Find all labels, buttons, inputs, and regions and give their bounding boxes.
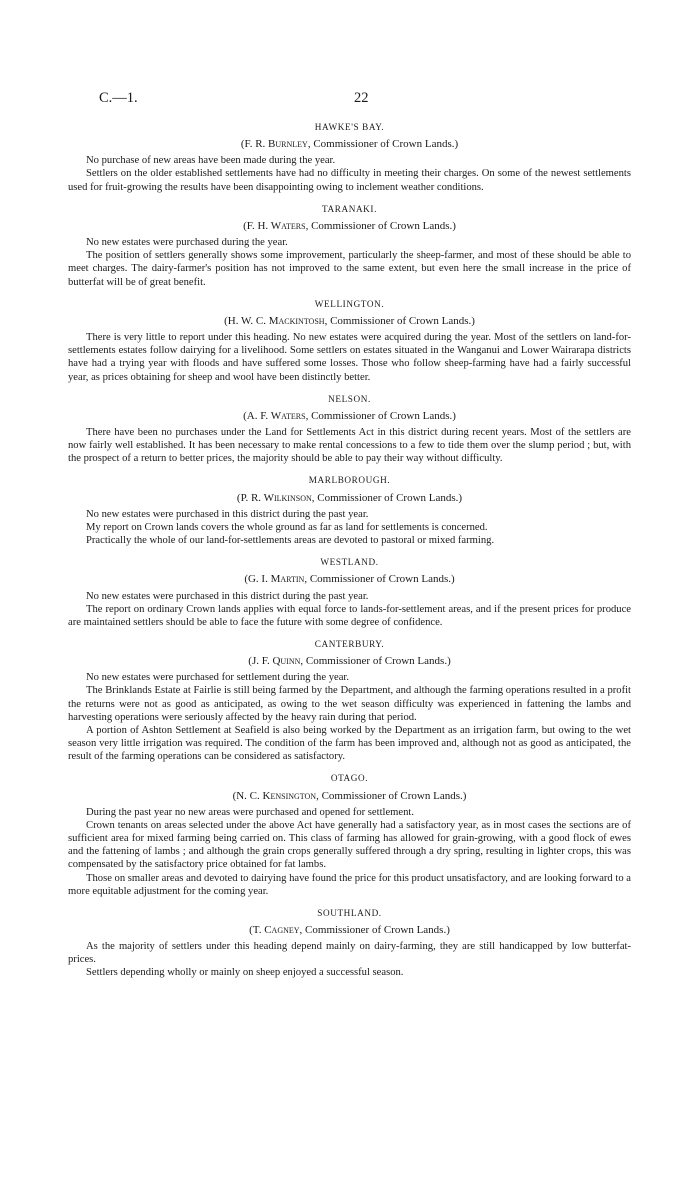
section-marlborough xyxy=(68,474,631,547)
commissioner-name: F. R. Burnley xyxy=(244,138,308,151)
commissioner-title: , Commissioner of Crown Lands.) xyxy=(311,491,463,504)
paragraph: As the majority of settlers under this heading depend mainly on dairy-farming, they are still handicapped by low butterfat-prices. xyxy=(68,941,631,966)
paragraph: No new estates were purchased in this district during the past year. xyxy=(86,590,369,602)
section-wellington xyxy=(68,298,631,384)
district-heading: NELSON. xyxy=(328,393,371,404)
paragraph: My report on Crown lands covers the whole ground as far as land for settlements is concerned. xyxy=(86,521,488,533)
paragraph: No new estates were purchased during the year. xyxy=(86,237,288,249)
commissioner-title: , Commissioner of Crown Lands.) xyxy=(324,314,475,327)
paragraph: During the past year no new areas were purchased and opened for settlement. xyxy=(86,806,414,818)
paragraph: The report on ordinary Crown lands applies with equal force to lands-for-settlement areas, and if the present prices for produce are maintained settlers should be able to face the future with some degree of confidence. xyxy=(68,603,631,628)
commissioner-name: P. R. Wilkinson xyxy=(240,491,312,504)
report-code: C.—1. xyxy=(99,90,138,106)
paragraph: A portion of Ashton Settlement at Seafield is also being worked by the Department as an irrigation farm, but owing to the wet season very little irrigation was required. The condition of the farm has been improved and, although not as good as anticipated, the result of the farming operations can be considered as satisfactory. xyxy=(68,724,631,763)
commissioner-name: J. F. Quinn xyxy=(251,655,301,668)
commissioner-line: (H. W. C. Mackintosh, Commissioner of Crown Lands.) xyxy=(224,314,475,327)
commissioner-line: (F. R. Burnley, Commissioner of Crown Lands.) xyxy=(240,138,459,151)
paragraph: No new estates were purchased for settlement during the year. xyxy=(86,672,349,684)
section-westland xyxy=(68,556,631,629)
commissioner-title: , Commissioner of Crown Lands.) xyxy=(300,655,451,668)
district-heading: WELLINGTON. xyxy=(314,298,385,309)
district-heading: WESTLAND. xyxy=(320,557,379,568)
paragraph: Practically the whole of our land-for-settlements areas are devoted to pastoral or mixed farming. xyxy=(86,535,495,547)
paragraph: Settlers on the older established settlements have had no difficulty in meeting their charges. On some of the newest settlements used for fruit-growing the results have been disappointing owing to inclement weather conditions. xyxy=(68,168,631,193)
commissioner-name: T. Cagney xyxy=(252,923,300,936)
commissioner-line: (P. R. Wilkinson, Commissioner of Crown Lands.) xyxy=(236,491,463,504)
paragraph: Settlers depending wholly or mainly on sheep enjoyed a successful season. xyxy=(86,967,404,979)
section-canterbury xyxy=(68,638,631,763)
commissioner-title: , Commissioner of Crown Lands.) xyxy=(304,573,455,586)
commissioner-name: H. W. C. Mackintosh xyxy=(227,314,325,327)
district-heading: MARLBOROUGH. xyxy=(308,475,391,486)
commissioner-line: (G. I. Martin, Commissioner of Crown Lands.) xyxy=(244,573,455,586)
paragraph: The position of settlers generally shows some improvement, particularly the sheep-farmer, and most of these should be able to meet charges. The dairy-farmer's position has not improved to the same extent, but even here the small increase in the price of butterfat will be of great benefit. xyxy=(68,250,631,288)
paragraph: No new estates were purchased in this district during the past year. xyxy=(86,508,369,520)
commissioner-title: , Commissioner of Crown Lands.) xyxy=(299,923,450,936)
commissioner-name: A. F. Waters xyxy=(246,409,306,422)
section-taranaki xyxy=(68,203,631,289)
page-number: 22 xyxy=(354,90,369,106)
commissioner-title: , Commissioner of Crown Lands.) xyxy=(316,789,467,802)
paragraph: The Brinklands Estate at Fairlie is still being farmed by the Department, and although the farming operations resulted in a profit the returns were not as good as anticipated, as owing to the wet season difficulty was experienced in fattening the lambs and harvesting operations were seriously affected by the heavy rain during that period. xyxy=(68,685,631,723)
section-hawkes-bay xyxy=(68,121,631,194)
paragraph: There is very little to report under this heading. No new estates were acquired during the year. Most of the settlers on land-for-settlements estates follow dairying for a livelihood. Some settlers on estates situated in the Wanganui and Lower Wairarapa districts have had a trying year with floods and have suffered some losses. Those who follow sheep-farming have had a fairly successful year, as prices obtaining for sheep and wool have been distinctly better. xyxy=(68,332,631,383)
commissioner-line: (T. Cagney, Commissioner of Crown Lands.) xyxy=(249,923,450,936)
district-heading: CANTERBURY. xyxy=(314,639,385,649)
paragraph: Those on smaller areas and devoted to dairying have found the price for this product unsatisfactory, and are looking forward to a more equitable adjustment for the coming year. xyxy=(68,872,631,897)
district-heading: SOUTHLAND. xyxy=(317,907,382,918)
section-southland xyxy=(68,907,631,980)
paragraph: No purchase of new areas have been made during the year. xyxy=(86,155,336,167)
district-heading: HAWKE'S BAY. xyxy=(314,122,385,132)
commissioner-name: N. C. Kensington xyxy=(236,789,317,802)
commissioner-line: (A. F. Waters, Commissioner of Crown Lands.) xyxy=(243,409,456,422)
commissioner-title: , Commissioner of Crown Lands.) xyxy=(305,409,456,422)
commissioner-name: G. I. Martin xyxy=(247,573,305,586)
commissioner-line: (N. C. Kensington, Commissioner of Crown Lands.) xyxy=(232,789,467,802)
section-otago xyxy=(68,772,631,897)
commissioner-line: (J. F. Quinn, Commissioner of Crown Lands.) xyxy=(248,655,451,668)
paragraph: There have been no purchases under the Land for Settlements Act in this district during recent years. Most of the settlers are now fairly well established. It has been necessary to make rental concessions to a few to tide them over the slump period ; but, with the prospect of a return to better prices, the majority should be able to pay their way without difficulty. xyxy=(68,426,631,465)
commissioner-title: , Commissioner of Crown Lands.) xyxy=(307,138,459,151)
commissioner-title: , Commissioner of Crown Lands.) xyxy=(305,219,456,232)
report-body xyxy=(68,121,631,980)
commissioner-name: F. H. Waters xyxy=(246,219,306,232)
section-nelson xyxy=(68,393,631,466)
commissioner-line: (F. H. Waters, Commissioner of Crown Lands.) xyxy=(243,219,456,232)
paragraph: Crown tenants on areas selected under the above Act have generally had a satisfactory year, as in most cases the sections are of sufficient area for mixed farming being carried on. This class of farming has allowed for grain-growing, with a good flock of ewes and the fattening of lambs ; and although the grain crops generally suffered through a dry spring, resulting in lighter crops, this was compensated by the satisfactory price obtained for fat lambs. xyxy=(68,819,631,871)
district-heading: OTAGO. xyxy=(330,773,369,784)
district-heading: TARANAKI. xyxy=(322,203,377,214)
